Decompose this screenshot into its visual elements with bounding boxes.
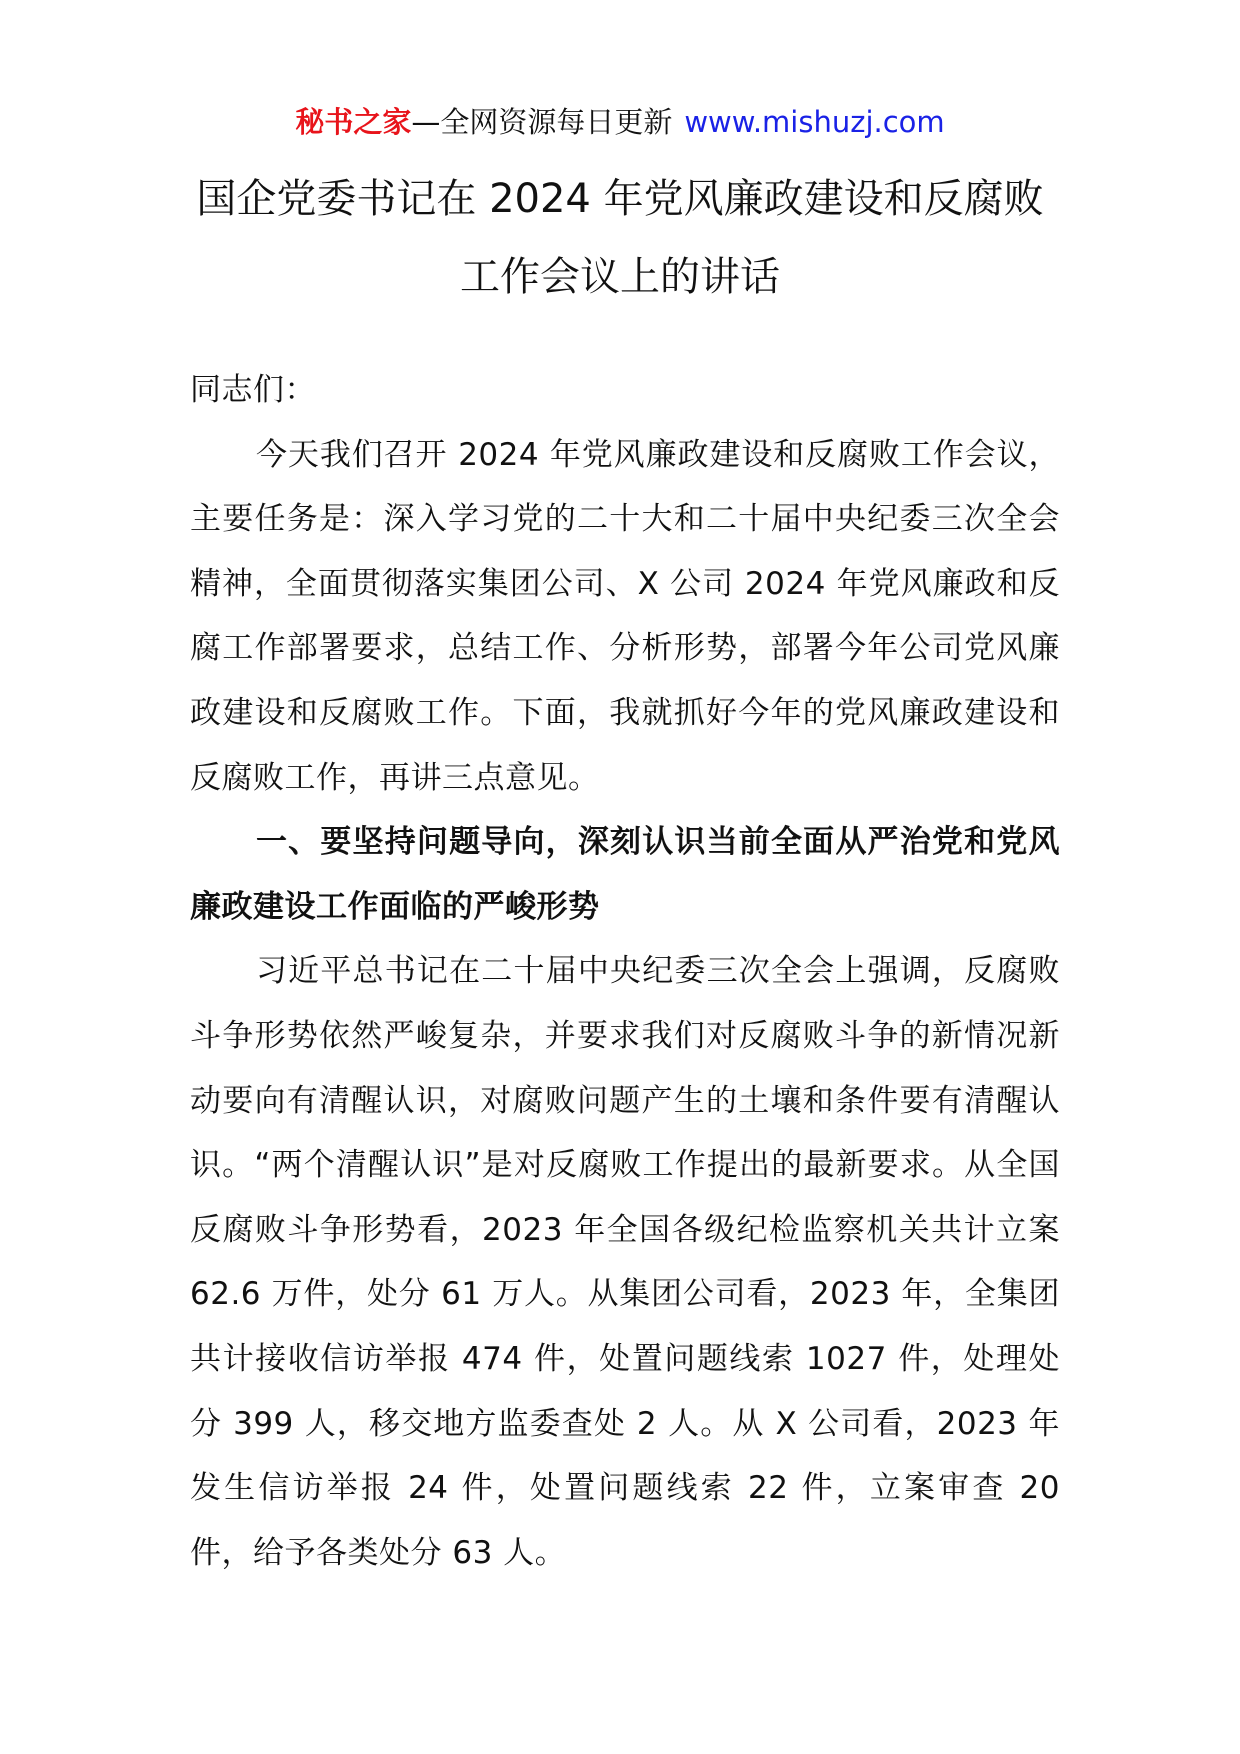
title-line-2: 工作会议上的讲话 <box>460 254 780 300</box>
document-body <box>190 358 1060 1585</box>
site-name: 秘书之家 <box>295 105 412 139</box>
salutation: 同志们： <box>190 372 316 408</box>
document-title <box>170 160 1070 316</box>
paragraph-intro: 今天我们召开 2024 年党风廉政建设和反腐败工作会议，主要任务是：深入学习党的二十大和二十届中央纪委三次全会精神，全面贯彻落实集团公司、X 公司 2024 年党风廉政和反腐工作部署要求，总结工作、分析形势，部署今年公司党风廉政建设和反腐败工作。下面，我就抓好今年的党风廉政建设和反腐败工作，再讲三点意见。 <box>190 436 1060 796</box>
site-tagline: —全网资源每日更新 <box>411 105 673 139</box>
paragraph-situation: 习近平总书记在二十届中央纪委三次全会上强调，反腐败斗争形势依然严峻复杂，并要求我们对反腐败斗争的新情况新动要向有清醒认识，对腐败问题产生的土壤和条件要有清醒认识。“两个清醒认识”是对反腐败工作提出的最新要求。从全国反腐败斗争形势看，2023 年全国各级纪检监察机关共计立案 62.6 万件，处分 61 万人。从集团公司看，2023 年，全集团共计接收信访举报 474 件，处置问题线索 1027 件，处理处分 399 人，移交地方监委查处 2 人。从 X 公司看，2023 年发生信访举报 24 件，处置问题线索 22 件，立案审查 20 件，给予各类处分 63 人。 <box>190 953 1060 1571</box>
section-heading-1: 一、要坚持问题导向，深刻认识当前全面从严治党和党风廉政建设工作面临的严峻形势 <box>190 824 1060 925</box>
site-url-link[interactable]: www.mishuzj.com <box>684 105 945 139</box>
title-line-1: 国企党委书记在 2024 年党风廉政建设和反腐败 <box>196 176 1044 222</box>
site-header <box>0 100 1240 144</box>
